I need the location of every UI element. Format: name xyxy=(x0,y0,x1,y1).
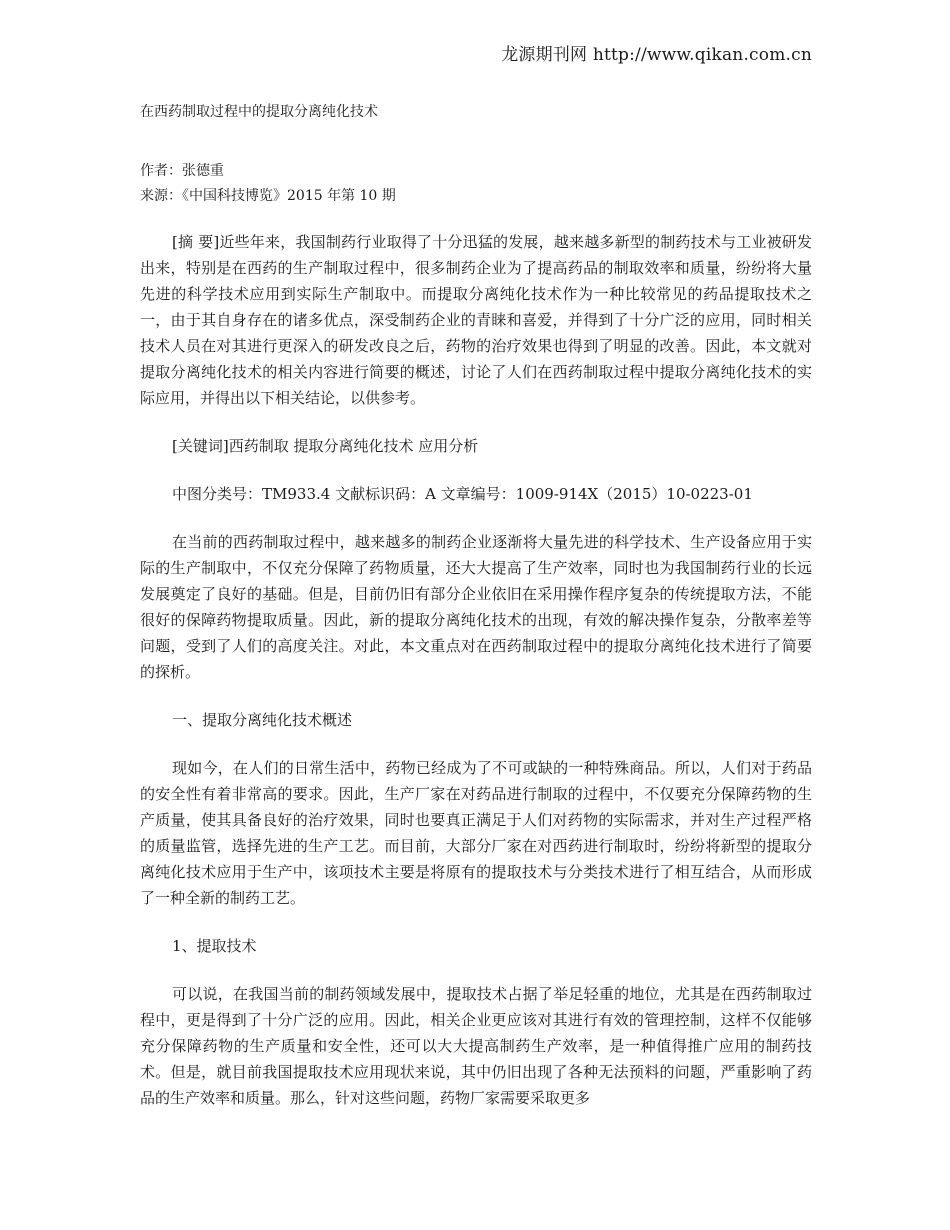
section1-heading: 一、提取分离纯化技术概述 xyxy=(172,711,353,729)
site-header: 龙源期刊网 http://www.qikan.com.cn xyxy=(501,45,812,65)
subsection1-heading: 1、提取技术 xyxy=(172,937,257,955)
keywords-line: [关键词]西药制取 提取分离纯化技术 应用分析 xyxy=(172,437,479,455)
article-meta xyxy=(140,159,812,209)
intro-paragraph: 在当前的西药制取过程中，越来越多的制药企业逐渐将大量先进的科学技术、生产设备应用于实际的生产制取中，不仅充分保障了药物质量，还大大提高了生产效率，同时也为我国制药行业的长远发展奠定了良好的基础。但是，目前仍旧有部分企业依旧在采用操作程序复杂的传统提取方法，不能很好的保障药物提取质量。因此，新的提取分离纯化技术的出现，有效的解决操作复杂，分散率差等问题，受到了人们的高度关注。对此，本文重点对在西药制取过程中的提取分离纯化技术进行了简要的探析。 xyxy=(140,533,812,681)
article-body xyxy=(140,102,812,1133)
abstract-paragraph: [摘 要]近些年来，我国制药行业取得了十分迅猛的发展，越来越多新型的制药技术与工业被研发出来，特别是在西药的生产制取过程中，很多制药企业为了提高药品的制取效率和质量，纷纷将大量先进的科学技术应用到实际生产制取中。而提取分离纯化技术作为一种比较常见的药品提取技术之一，由于其自身存在的诸多优点，深受制药企业的青睐和喜爱，并得到了十分广泛的应用，同时相关技术人员在对其进行更深入的研发改良之后，药物的治疗效果也得到了明显的改善。因此，本文就对提取分离纯化技术的相关内容进行简要的概述，讨论了人们在西药制取过程中提取分离纯化技术的实际应用，并得出以下相关结论，以供参考。 xyxy=(140,233,812,407)
classification-line: 中图分类号：TM933.4 文献标识码：A 文章编号：1009-914X（2015）10-0223-01 xyxy=(172,485,753,503)
subsection1-paragraph: 可以说，在我国当前的制药领域发展中，提取技术占据了举足轻重的地位，尤其是在西药制取过程中，更是得到了十分广泛的应用。因此，相关企业更应该对其进行有效的管理控制，这样不仅能够充分保障药物的生产质量和安全性，还可以大大提高制药生产效率，是一种值得推广应用的制药技术。但是，就目前我国提取技术应用现状来说，其中仍旧出现了各种无法预料的问题，严重影响了药品的生产效率和质量。那么，针对这些问题，药物厂家需要采取更多 xyxy=(140,985,812,1107)
article-title: 在西药制取过程中的提取分离纯化技术 xyxy=(140,104,378,120)
article-source: 来源：《中国科技博览》2015 年第 10 期 xyxy=(140,188,396,204)
section1-paragraph: 现如今，在人们的日常生活中，药物已经成为了不可或缺的一种特殊商品。所以，人们对于药品的安全性有着非常高的要求。因此，生产厂家在对药品进行制取的过程中，不仅要充分保障药物的生产质量，使其具备良好的治疗效果，同时也要真正满足于人们对药物的实际需求，并对生产过程严格的质量监管，选择先进的生产工艺。而目前，大部分厂家在对西药进行制取时，纷纷将新型的提取分离纯化技术应用于生产中，该项技术主要是将原有的提取技术与分类技术进行了相互结合，从而形成了一种全新的制药工艺。 xyxy=(140,759,812,907)
article-author: 作者：张德重 xyxy=(140,163,224,179)
